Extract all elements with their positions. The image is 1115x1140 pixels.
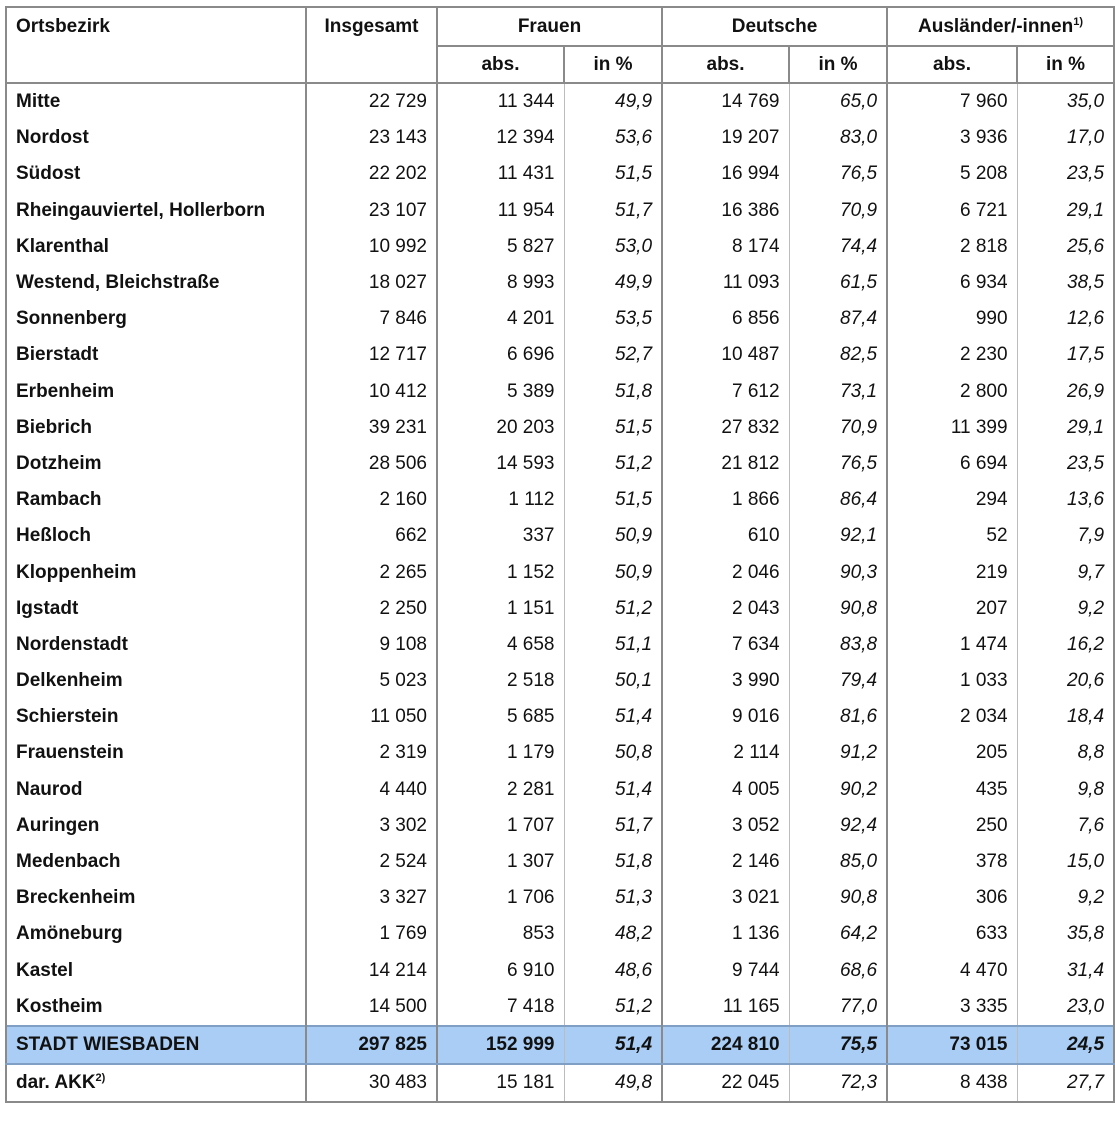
women-pct-cell: 53,5 [564, 301, 662, 337]
total-cell: 39 231 [306, 410, 437, 446]
foreigners-pct-cell: 20,6 [1017, 663, 1114, 699]
germans-pct-cell: 68,6 [789, 953, 887, 989]
district-cell: Biebrich [6, 410, 306, 446]
germans-pct-cell: 83,8 [789, 627, 887, 663]
germans-pct-cell: 75,5 [789, 1026, 887, 1064]
foreigners-pct-cell: 17,0 [1017, 120, 1114, 156]
women-pct-cell: 53,0 [564, 229, 662, 265]
total-cell: 28 506 [306, 446, 437, 482]
women-pct-cell: 51,4 [564, 699, 662, 735]
foreigners-pct-cell: 23,5 [1017, 446, 1114, 482]
women-pct-cell: 51,7 [564, 808, 662, 844]
akk-row [6, 1064, 1114, 1102]
total-cell: 22 202 [306, 156, 437, 192]
women-pct-cell: 51,1 [564, 627, 662, 663]
foreigners-abs-cell: 5 208 [887, 156, 1017, 192]
women-abs-cell: 1 152 [437, 554, 564, 590]
foreigners-abs-cell: 1 033 [887, 663, 1017, 699]
total-cell: 1 769 [306, 916, 437, 952]
header-germans-pct: in % [789, 46, 887, 83]
women-abs-cell: 14 593 [437, 446, 564, 482]
germans-pct-cell: 73,1 [789, 374, 887, 410]
women-abs-cell: 6 696 [437, 337, 564, 373]
foreigners-abs-cell: 4 470 [887, 953, 1017, 989]
women-abs-cell: 8 993 [437, 265, 564, 301]
foreigners-abs-cell: 3 936 [887, 120, 1017, 156]
total-cell: 18 027 [306, 265, 437, 301]
total-cell: 14 500 [306, 989, 437, 1026]
total-cell: 30 483 [306, 1064, 437, 1102]
germans-pct-cell: 90,8 [789, 591, 887, 627]
table-row [6, 83, 1114, 120]
district-cell: Klarenthal [6, 229, 306, 265]
table-row [6, 808, 1114, 844]
district-cell: STADT WIESBADEN [6, 1026, 306, 1064]
foreigners-abs-cell: 6 934 [887, 265, 1017, 301]
total-cell: 11 050 [306, 699, 437, 735]
table-row [6, 663, 1114, 699]
footnote-marker-1: 1) [1073, 15, 1083, 28]
foreigners-pct-cell: 13,6 [1017, 482, 1114, 518]
foreigners-abs-cell: 378 [887, 844, 1017, 880]
women-abs-cell: 11 344 [437, 83, 564, 120]
district-cell: Kastel [6, 953, 306, 989]
women-pct-cell: 51,5 [564, 482, 662, 518]
district-cell [6, 1064, 306, 1102]
footnote-marker-2: 2) [95, 1071, 106, 1084]
table-row [6, 301, 1114, 337]
germans-abs-cell: 2 114 [662, 735, 789, 771]
women-abs-cell: 15 181 [437, 1064, 564, 1102]
header-women: Frauen [437, 7, 662, 46]
women-abs-cell: 337 [437, 518, 564, 554]
foreigners-pct-cell: 23,5 [1017, 156, 1114, 192]
header-germans: Deutsche [662, 7, 887, 46]
header-foreigners-abs: abs. [887, 46, 1017, 83]
germans-pct-cell: 76,5 [789, 156, 887, 192]
foreigners-abs-cell: 205 [887, 735, 1017, 771]
foreigners-pct-cell: 17,5 [1017, 337, 1114, 373]
header-foreigners-label: Ausländer/-innen [918, 15, 1074, 37]
district-cell: Delkenheim [6, 663, 306, 699]
foreigners-abs-cell: 435 [887, 772, 1017, 808]
germans-pct-cell: 77,0 [789, 989, 887, 1026]
district-cell: Westend, Bleichstraße [6, 265, 306, 301]
table-row [6, 699, 1114, 735]
women-pct-cell: 51,4 [564, 1026, 662, 1064]
germans-pct-cell: 82,5 [789, 337, 887, 373]
foreigners-pct-cell: 31,4 [1017, 953, 1114, 989]
table-row [6, 374, 1114, 410]
total-cell: 10 412 [306, 374, 437, 410]
germans-pct-cell: 90,8 [789, 880, 887, 916]
foreigners-abs-cell: 207 [887, 591, 1017, 627]
germans-abs-cell: 7 634 [662, 627, 789, 663]
total-cell: 2 265 [306, 554, 437, 590]
foreigners-pct-cell: 9,7 [1017, 554, 1114, 590]
district-cell: Auringen [6, 808, 306, 844]
foreigners-pct-cell: 9,8 [1017, 772, 1114, 808]
germans-pct-cell: 76,5 [789, 446, 887, 482]
foreigners-abs-cell: 2 034 [887, 699, 1017, 735]
germans-abs-cell: 16 386 [662, 193, 789, 229]
germans-abs-cell: 224 810 [662, 1026, 789, 1064]
women-pct-cell: 51,2 [564, 989, 662, 1026]
germans-abs-cell: 7 612 [662, 374, 789, 410]
germans-pct-cell: 90,3 [789, 554, 887, 590]
total-cell: 297 825 [306, 1026, 437, 1064]
women-pct-cell: 51,4 [564, 772, 662, 808]
germans-pct-cell: 92,4 [789, 808, 887, 844]
total-cell: 3 302 [306, 808, 437, 844]
women-pct-cell: 51,5 [564, 156, 662, 192]
total-cell: 23 143 [306, 120, 437, 156]
germans-pct-cell: 83,0 [789, 120, 887, 156]
germans-pct-cell: 70,9 [789, 410, 887, 446]
header-women-pct: in % [564, 46, 662, 83]
foreigners-abs-cell: 52 [887, 518, 1017, 554]
foreigners-pct-cell: 16,2 [1017, 627, 1114, 663]
total-cell: 2 524 [306, 844, 437, 880]
women-abs-cell: 2 281 [437, 772, 564, 808]
women-pct-cell: 50,8 [564, 735, 662, 771]
foreigners-pct-cell: 26,9 [1017, 374, 1114, 410]
germans-abs-cell: 2 046 [662, 554, 789, 590]
women-pct-cell: 51,2 [564, 591, 662, 627]
foreigners-abs-cell: 250 [887, 808, 1017, 844]
foreigners-pct-cell: 7,6 [1017, 808, 1114, 844]
germans-abs-cell: 3 990 [662, 663, 789, 699]
foreigners-abs-cell: 633 [887, 916, 1017, 952]
women-pct-cell: 53,6 [564, 120, 662, 156]
total-cell: 7 846 [306, 301, 437, 337]
women-abs-cell: 20 203 [437, 410, 564, 446]
foreigners-pct-cell: 9,2 [1017, 591, 1114, 627]
foreigners-pct-cell: 35,0 [1017, 83, 1114, 120]
table-row [6, 844, 1114, 880]
women-abs-cell: 1 179 [437, 735, 564, 771]
district-cell: Rambach [6, 482, 306, 518]
table-row [6, 591, 1114, 627]
germans-pct-cell: 70,9 [789, 193, 887, 229]
district-cell: Medenbach [6, 844, 306, 880]
total-cell: 23 107 [306, 193, 437, 229]
germans-abs-cell: 1 866 [662, 482, 789, 518]
foreigners-pct-cell: 23,0 [1017, 989, 1114, 1026]
district-cell: Breckenheim [6, 880, 306, 916]
total-cell: 2 160 [306, 482, 437, 518]
foreigners-pct-cell: 15,0 [1017, 844, 1114, 880]
foreigners-abs-cell: 2 230 [887, 337, 1017, 373]
foreigners-pct-cell: 18,4 [1017, 699, 1114, 735]
germans-abs-cell: 10 487 [662, 337, 789, 373]
foreigners-abs-cell: 219 [887, 554, 1017, 590]
germans-pct-cell: 61,5 [789, 265, 887, 301]
women-abs-cell: 5 827 [437, 229, 564, 265]
district-cell: Frauenstein [6, 735, 306, 771]
table-row [6, 120, 1114, 156]
foreigners-abs-cell: 73 015 [887, 1026, 1017, 1064]
women-abs-cell: 4 201 [437, 301, 564, 337]
women-pct-cell: 49,9 [564, 83, 662, 120]
germans-abs-cell: 610 [662, 518, 789, 554]
district-cell: Erbenheim [6, 374, 306, 410]
foreigners-pct-cell: 8,8 [1017, 735, 1114, 771]
table-row [6, 337, 1114, 373]
women-pct-cell: 51,8 [564, 374, 662, 410]
total-cell: 9 108 [306, 627, 437, 663]
women-pct-cell: 51,2 [564, 446, 662, 482]
district-cell: Bierstadt [6, 337, 306, 373]
germans-pct-cell: 85,0 [789, 844, 887, 880]
women-abs-cell: 2 518 [437, 663, 564, 699]
table-row [6, 156, 1114, 192]
germans-pct-cell: 92,1 [789, 518, 887, 554]
foreigners-abs-cell: 3 335 [887, 989, 1017, 1026]
foreigners-pct-cell: 29,1 [1017, 410, 1114, 446]
women-pct-cell: 49,9 [564, 265, 662, 301]
women-abs-cell: 11 954 [437, 193, 564, 229]
table-row [6, 989, 1114, 1026]
women-abs-cell: 7 418 [437, 989, 564, 1026]
header-foreigners-pct: in % [1017, 46, 1114, 83]
foreigners-pct-cell: 29,1 [1017, 193, 1114, 229]
foreigners-abs-cell: 2 818 [887, 229, 1017, 265]
women-pct-cell: 50,1 [564, 663, 662, 699]
foreigners-pct-cell: 35,8 [1017, 916, 1114, 952]
women-pct-cell: 49,8 [564, 1064, 662, 1102]
women-abs-cell: 5 389 [437, 374, 564, 410]
header-women-abs: abs. [437, 46, 564, 83]
germans-abs-cell: 11 165 [662, 989, 789, 1026]
district-label: dar. AKK [16, 1071, 96, 1093]
foreigners-pct-cell: 9,2 [1017, 880, 1114, 916]
table-row [6, 627, 1114, 663]
germans-abs-cell: 16 994 [662, 156, 789, 192]
foreigners-abs-cell: 990 [887, 301, 1017, 337]
table-body [6, 83, 1114, 1102]
women-abs-cell: 1 112 [437, 482, 564, 518]
table-row [6, 446, 1114, 482]
foreigners-abs-cell: 294 [887, 482, 1017, 518]
total-cell: 2 319 [306, 735, 437, 771]
germans-abs-cell: 2 043 [662, 591, 789, 627]
total-cell: 662 [306, 518, 437, 554]
women-pct-cell: 50,9 [564, 518, 662, 554]
germans-abs-cell: 1 136 [662, 916, 789, 952]
germans-abs-cell: 6 856 [662, 301, 789, 337]
foreigners-abs-cell: 2 800 [887, 374, 1017, 410]
germans-abs-cell: 2 146 [662, 844, 789, 880]
header-germans-abs: abs. [662, 46, 789, 83]
women-abs-cell: 4 658 [437, 627, 564, 663]
germans-abs-cell: 14 769 [662, 83, 789, 120]
foreigners-pct-cell: 12,6 [1017, 301, 1114, 337]
germans-pct-cell: 90,2 [789, 772, 887, 808]
women-pct-cell: 52,7 [564, 337, 662, 373]
germans-pct-cell: 72,3 [789, 1064, 887, 1102]
table-row [6, 265, 1114, 301]
foreigners-abs-cell: 7 960 [887, 83, 1017, 120]
women-pct-cell: 51,8 [564, 844, 662, 880]
germans-abs-cell: 19 207 [662, 120, 789, 156]
foreigners-pct-cell: 25,6 [1017, 229, 1114, 265]
district-cell: Sonnenberg [6, 301, 306, 337]
germans-abs-cell: 27 832 [662, 410, 789, 446]
header-total: Insgesamt [306, 7, 437, 83]
table-row [6, 554, 1114, 590]
women-abs-cell: 1 151 [437, 591, 564, 627]
district-cell: Kloppenheim [6, 554, 306, 590]
women-abs-cell: 1 707 [437, 808, 564, 844]
foreigners-abs-cell: 306 [887, 880, 1017, 916]
table-row [6, 916, 1114, 952]
foreigners-pct-cell: 27,7 [1017, 1064, 1114, 1102]
total-cell: 14 214 [306, 953, 437, 989]
table-row [6, 735, 1114, 771]
population-table-page [5, 6, 1113, 1103]
germans-pct-cell: 81,6 [789, 699, 887, 735]
foreigners-abs-cell: 1 474 [887, 627, 1017, 663]
women-abs-cell: 5 685 [437, 699, 564, 735]
germans-abs-cell: 22 045 [662, 1064, 789, 1102]
district-cell: Schierstein [6, 699, 306, 735]
header-district: Ortsbezirk [6, 7, 306, 83]
women-pct-cell: 48,2 [564, 916, 662, 952]
district-cell: Heßloch [6, 518, 306, 554]
foreigners-abs-cell: 11 399 [887, 410, 1017, 446]
header-foreigners [887, 7, 1114, 46]
germans-pct-cell: 79,4 [789, 663, 887, 699]
foreigners-pct-cell: 24,5 [1017, 1026, 1114, 1064]
total-row [6, 1026, 1114, 1064]
district-cell: Mitte [6, 83, 306, 120]
women-pct-cell: 50,9 [564, 554, 662, 590]
total-cell: 12 717 [306, 337, 437, 373]
table-row [6, 953, 1114, 989]
germans-pct-cell: 86,4 [789, 482, 887, 518]
women-abs-cell: 1 706 [437, 880, 564, 916]
germans-abs-cell: 9 744 [662, 953, 789, 989]
germans-abs-cell: 3 052 [662, 808, 789, 844]
women-pct-cell: 51,7 [564, 193, 662, 229]
germans-pct-cell: 87,4 [789, 301, 887, 337]
foreigners-pct-cell: 38,5 [1017, 265, 1114, 301]
germans-abs-cell: 8 174 [662, 229, 789, 265]
germans-abs-cell: 9 016 [662, 699, 789, 735]
women-abs-cell: 152 999 [437, 1026, 564, 1064]
germans-pct-cell: 91,2 [789, 735, 887, 771]
table-row [6, 482, 1114, 518]
germans-pct-cell: 64,2 [789, 916, 887, 952]
germans-abs-cell: 4 005 [662, 772, 789, 808]
germans-pct-cell: 74,4 [789, 229, 887, 265]
women-pct-cell: 51,3 [564, 880, 662, 916]
table-row [6, 410, 1114, 446]
total-cell: 22 729 [306, 83, 437, 120]
germans-abs-cell: 11 093 [662, 265, 789, 301]
foreigners-pct-cell: 7,9 [1017, 518, 1114, 554]
population-table [5, 6, 1115, 1103]
foreigners-abs-cell: 8 438 [887, 1064, 1017, 1102]
foreigners-abs-cell: 6 694 [887, 446, 1017, 482]
women-abs-cell: 12 394 [437, 120, 564, 156]
total-cell: 3 327 [306, 880, 437, 916]
district-cell: Naurod [6, 772, 306, 808]
germans-abs-cell: 21 812 [662, 446, 789, 482]
district-cell: Rheingauviertel, Hollerborn [6, 193, 306, 229]
table-row [6, 772, 1114, 808]
germans-pct-cell: 65,0 [789, 83, 887, 120]
foreigners-abs-cell: 6 721 [887, 193, 1017, 229]
women-pct-cell: 48,6 [564, 953, 662, 989]
women-abs-cell: 853 [437, 916, 564, 952]
district-cell: Dotzheim [6, 446, 306, 482]
district-cell: Südost [6, 156, 306, 192]
women-pct-cell: 51,5 [564, 410, 662, 446]
district-cell: Igstadt [6, 591, 306, 627]
district-cell: Nordost [6, 120, 306, 156]
district-cell: Kostheim [6, 989, 306, 1026]
women-abs-cell: 11 431 [437, 156, 564, 192]
total-cell: 4 440 [306, 772, 437, 808]
district-cell: Nordenstadt [6, 627, 306, 663]
total-cell: 5 023 [306, 663, 437, 699]
women-abs-cell: 1 307 [437, 844, 564, 880]
table-row [6, 880, 1114, 916]
germans-abs-cell: 3 021 [662, 880, 789, 916]
women-abs-cell: 6 910 [437, 953, 564, 989]
table-row [6, 193, 1114, 229]
table-row [6, 229, 1114, 265]
table-row [6, 518, 1114, 554]
total-cell: 10 992 [306, 229, 437, 265]
total-cell: 2 250 [306, 591, 437, 627]
district-cell: Amöneburg [6, 916, 306, 952]
